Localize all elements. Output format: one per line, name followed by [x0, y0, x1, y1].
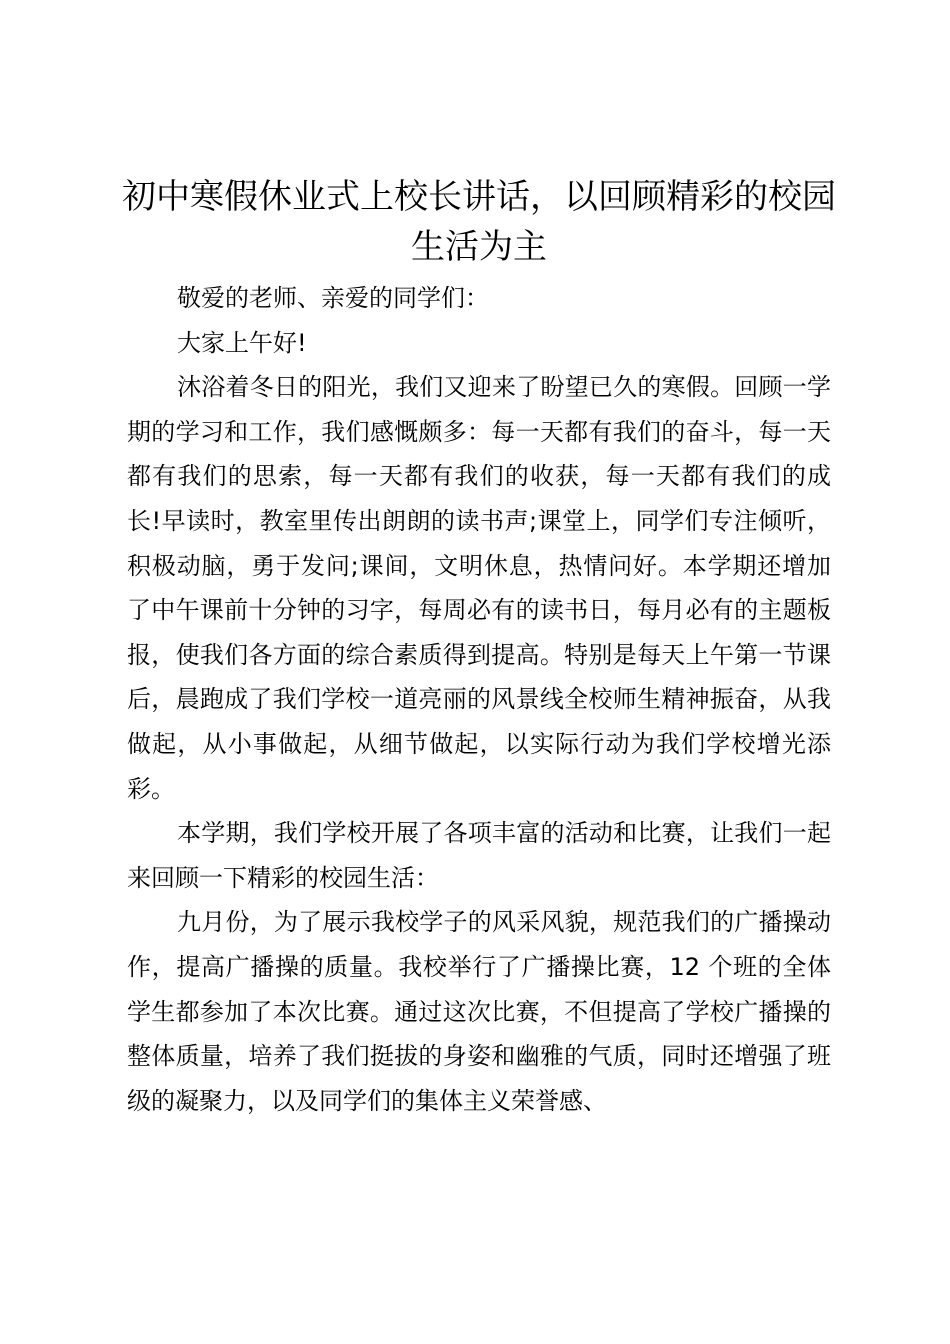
paragraph-greeting: 大家上午好!: [177, 328, 307, 357]
paragraph-salutation: 敬爱的老师、亲爱的同学们：: [177, 284, 489, 312]
paragraph-semester-review: 沐浴着冬日的阳光，我们又迎来了盼望已久的寒假。回顾一学期的学习和工作，我们感慨颇多：每一天都有我们的奋斗，每一天都有我们的思索，每一天都有我们的收获，每一天都有我们的成长!早读时，教室里传出朗朗的读书声;课堂上，同学们专注倾听，积极动脑，勇于发问;课间，文明休息，热情问好。本学期还增加了中午课前十分钟的习字，每周必有的读书日，每月必有的主题板报，使我们各方面的综合素质得到提高。特别是每天上午第一节课后，晨跑成了我们学校一道亮丽的风景线全校师生精神振奋，从我做起，从小事做起，从细节做起，以实际行动为我们学校增光添彩。: [127, 373, 831, 803]
paragraph-activities-intro: 本学期，我们学校开展了各项丰富的活动和比赛，让我们一起来回顾一下精彩的校园生活：: [127, 819, 831, 892]
paragraph-september: 九月份，为了展示我校学子的风采风貌，规范我们的广播操动作，提高广播操的质量。我校举行了广播操比赛，12 个班的全体学生都参加了本次比赛。通过这次比赛，不但提高了学校广播操的整体质量，培养了我们挺拔的身姿和幽雅的气质，同时还增强了班级的凝聚力，以及同学们的集体主义荣誉感、: [127, 908, 831, 1115]
document-title: 初中寒假休业式上校长讲话，以回顾精彩的校园生活为主: [122, 177, 836, 267]
document-body: [127, 276, 831, 1123]
